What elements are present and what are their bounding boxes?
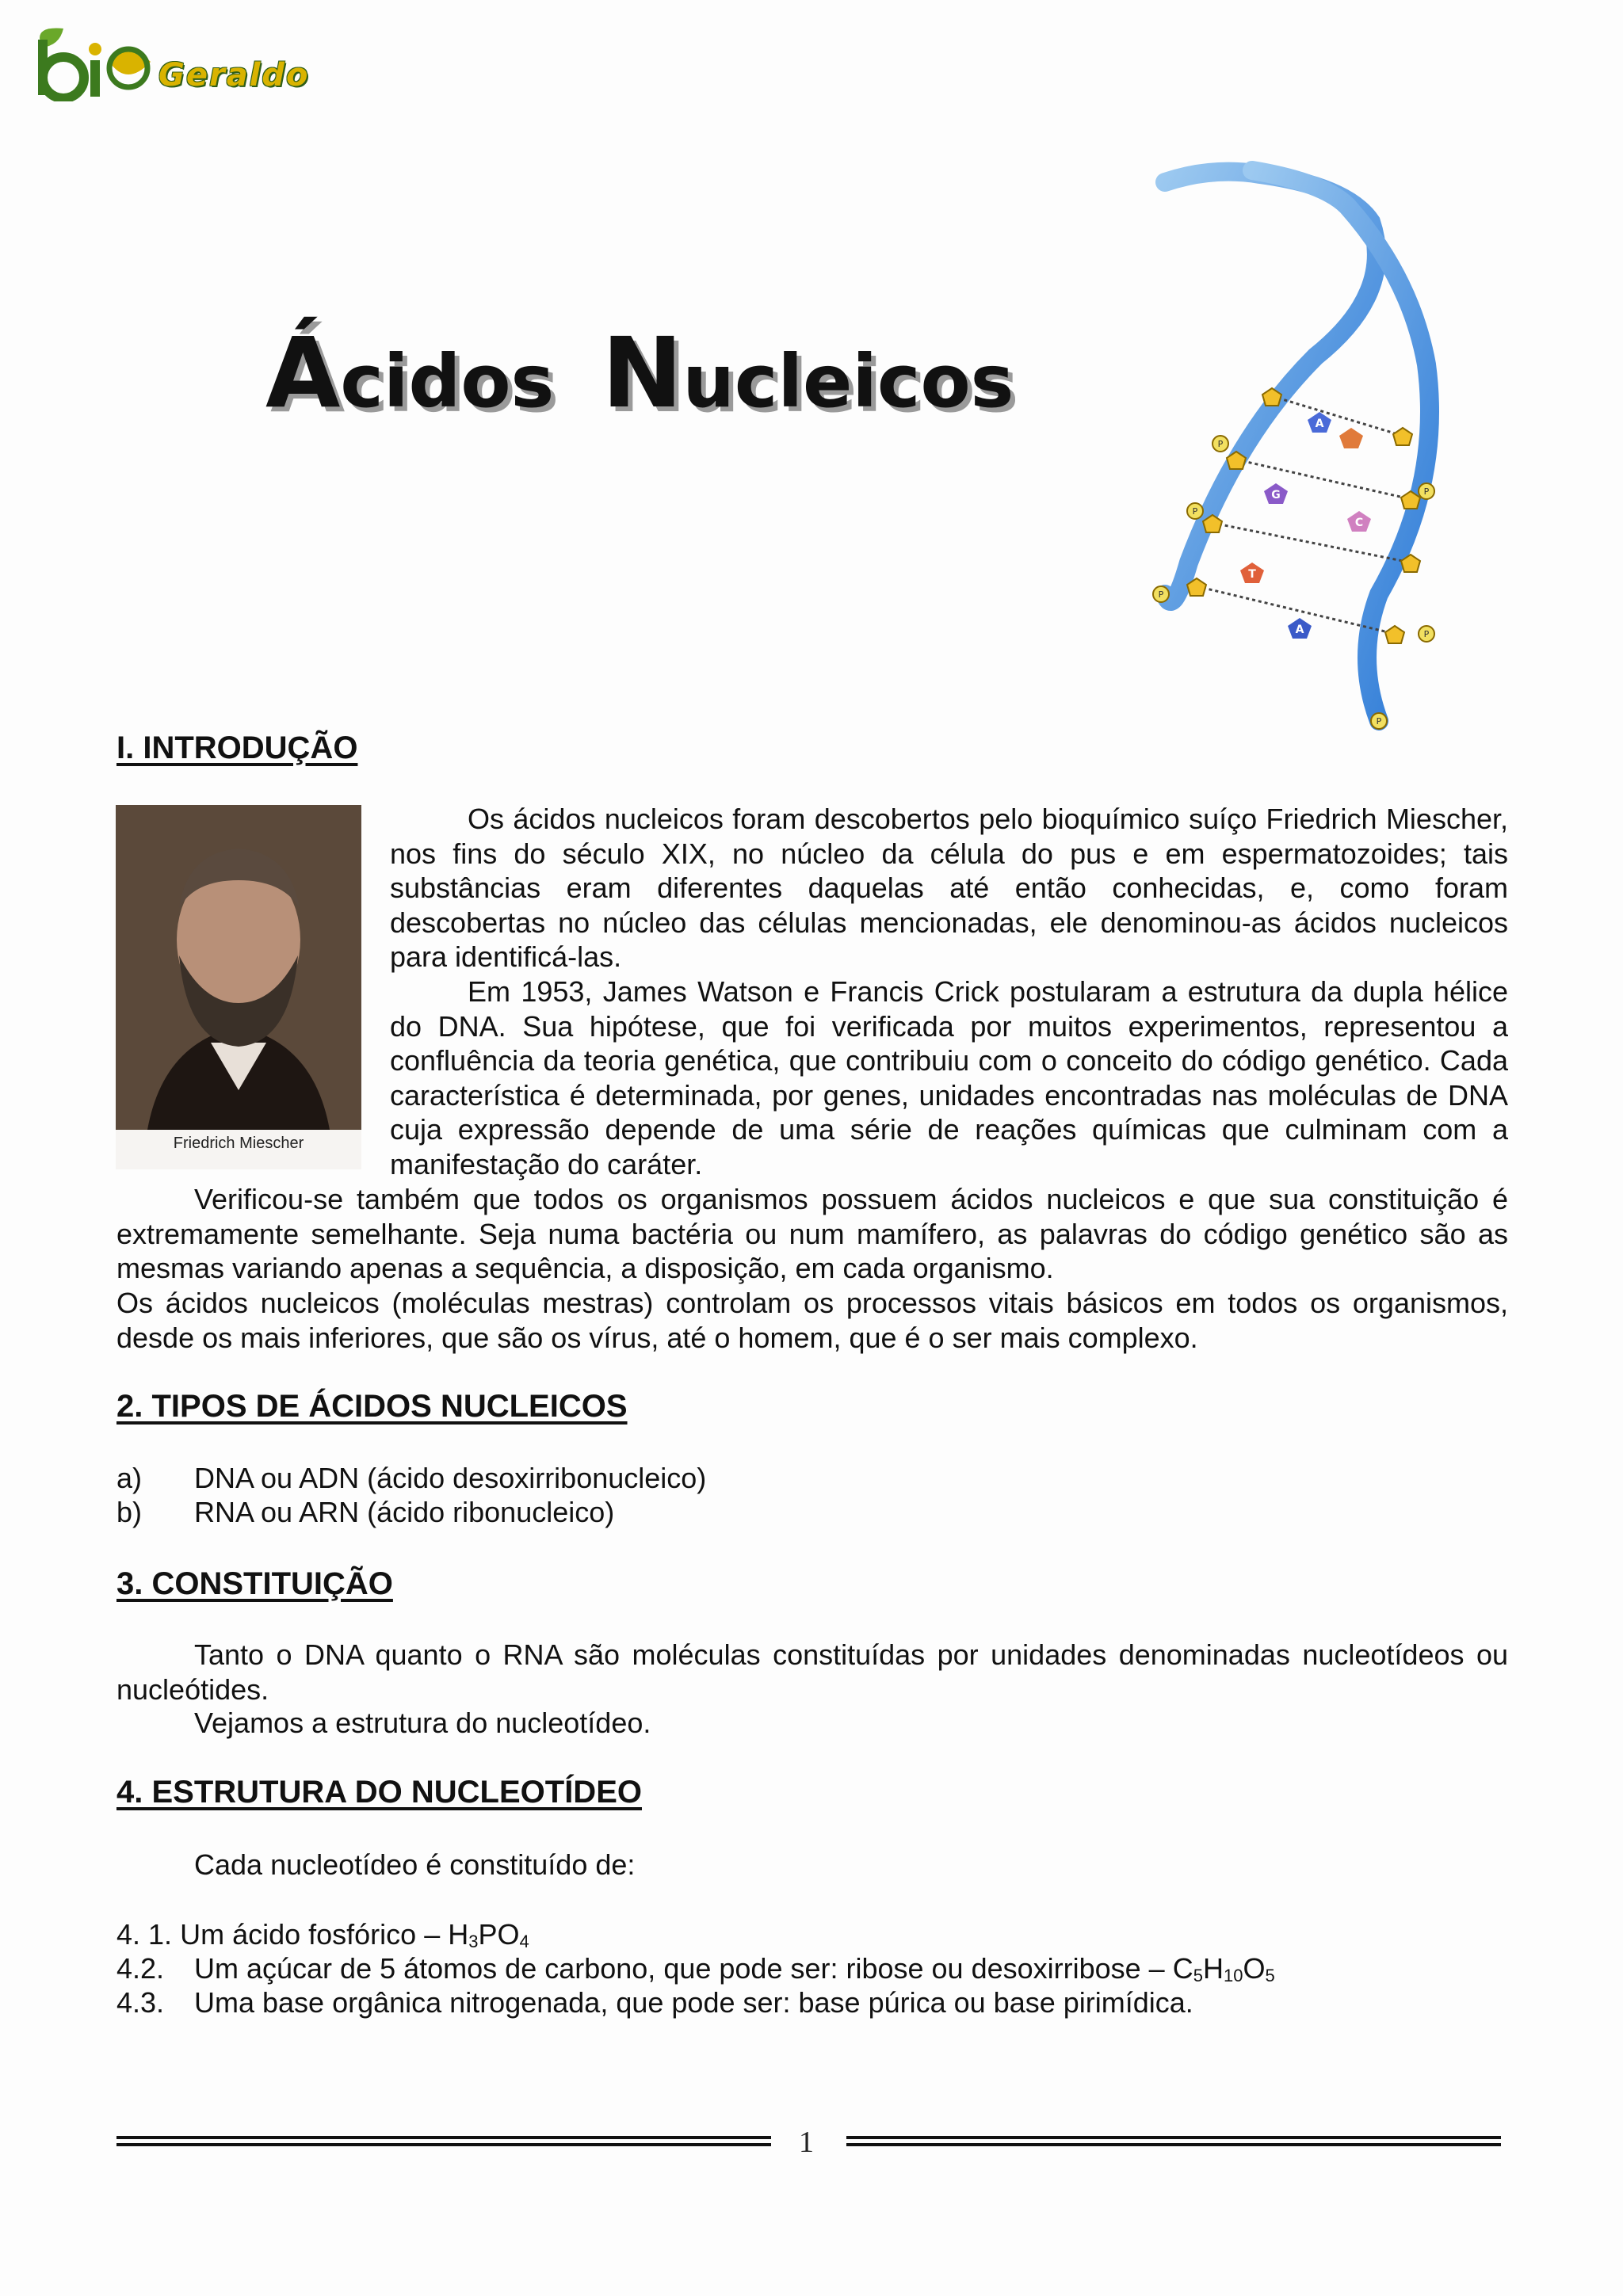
dna-base-label: A [1315,418,1324,430]
phosphate-label: P [1158,589,1164,600]
portrait-image [116,805,361,1169]
list-item [116,1461,706,1496]
dna-helix-illustration [1141,151,1537,753]
dna-helix-icon [1141,151,1537,753]
list-item-label: a) [116,1462,143,1494]
phosphate-label: P [1376,716,1382,727]
intro-paragraph-4: Os ácidos nucleicos (moléculas mestras) controlam os processos vitais básicos em todos os organismos, desde os mais inferiores, que são os vírus, até o homem, que é o ser mais complexo. [116,1287,1508,1354]
phosphate-label: P [1423,629,1430,639]
dna-base-label: C [1354,517,1364,529]
section-heading-introducao: I. INTRODUÇÃO [116,730,358,765]
dna-base-label: T [1248,568,1256,581]
section-heading-constituicao: 3. CONSTITUIÇÃO [116,1566,393,1601]
phosphate-label: P [1423,486,1430,497]
list-item [116,1495,614,1530]
footer-rule-left [116,2136,771,2146]
dna-base-label: A [1295,624,1304,636]
section-heading-tipos: 2. TIPOS DE ÁCIDOS NUCLEICOS [116,1389,628,1424]
intro-paragraph-3: Verificou-se também que todos os organismos possuem ácidos nucleicos e que sua constituição é extremamente semelhante. Seja numa bactéria ou num mamífero, as palavras do código genético são as mesmas variando apenas a sequência, a disposição, em cada organismo. [116,1183,1508,1285]
estrutura-intro: Cada nucleotídeo é constituído de: [194,1848,636,1881]
list-item-text: DNA ou ADN (ácido desoxirribonucleico) [194,1462,707,1494]
page-title: Ácidos Nucleicos [265,317,1014,429]
phosphate-label: P [1192,506,1198,517]
footer-rule-right [846,2136,1501,2146]
constituicao-paragraph-1: Tanto o DNA quanto o RNA são moléculas constituídas por unidades denominadas nucleotídeos ou nucleótides. [116,1638,1508,1706]
intro-paragraph-2: Em 1953, James Watson e Francis Crick postularam a estrutura da dupla hélice do DNA. Sua hipótese, que foi verificada por muitos experimentos, representou a confluência da teoria genética, que contribuiu com o conceito do código genético. Cada característica é determinada, por genes, unidades encontradas nas moléculas de DNA cuja expressão depende de uma série de reações químicas que culminam com a manifestação do caráter. [390,975,1508,1180]
logo-wordmark: Geraldo [158,57,310,93]
estrutura-item-2: 4.2. Um açúcar de 5 átomos de carbono, que pode ser: ribose ou desoxirribose – $C_5H_{10}O_5$ [116,1952,1275,1985]
portrait-photo-icon [116,805,361,1169]
list-item-text: RNA ou ARN (ácido ribonucleico) [194,1496,615,1528]
page-number: 1 [799,2126,814,2159]
constituicao-paragraph-2: Vejamos a estrutura do nucleotídeo. [194,1707,651,1739]
estrutura-item-label: 4.2. [116,1952,165,1985]
intro-paragraph-1: Os ácidos nucleicos foram descobertos pelo bioquímico suíço Friedrich Miescher, nos fins do século XIX, no núcleo da célula do pus e em espermatozoides; tais substâncias eram diferentes daquelas até então conhecidas, e, como foram descobertas no núcleo das células mencionadas, ele denominou-as ácidos nucleicos para identificá-las. [390,803,1508,974]
portrait-caption: Friedrich Miescher [173,1135,304,1152]
estrutura-item-1: 4. 1. Um ácido fosfórico – $H_3PO_4$ [116,1918,529,1951]
phosphate-label: P [1217,439,1224,449]
dna-base-label: G [1271,489,1281,502]
list-item-label: b) [116,1496,143,1528]
estrutura-item-label: 4. 1. [116,1918,173,1951]
estrutura-item-3: 4.3. Uma base orgânica nitrogenada, que pode ser: base púrica ou base pirimídica. [116,1986,1193,2019]
section-heading-estrutura: 4. ESTRUTURA DO NUCLEOTÍDEO [116,1775,642,1810]
estrutura-item-label: 4.3. [116,1986,165,2019]
